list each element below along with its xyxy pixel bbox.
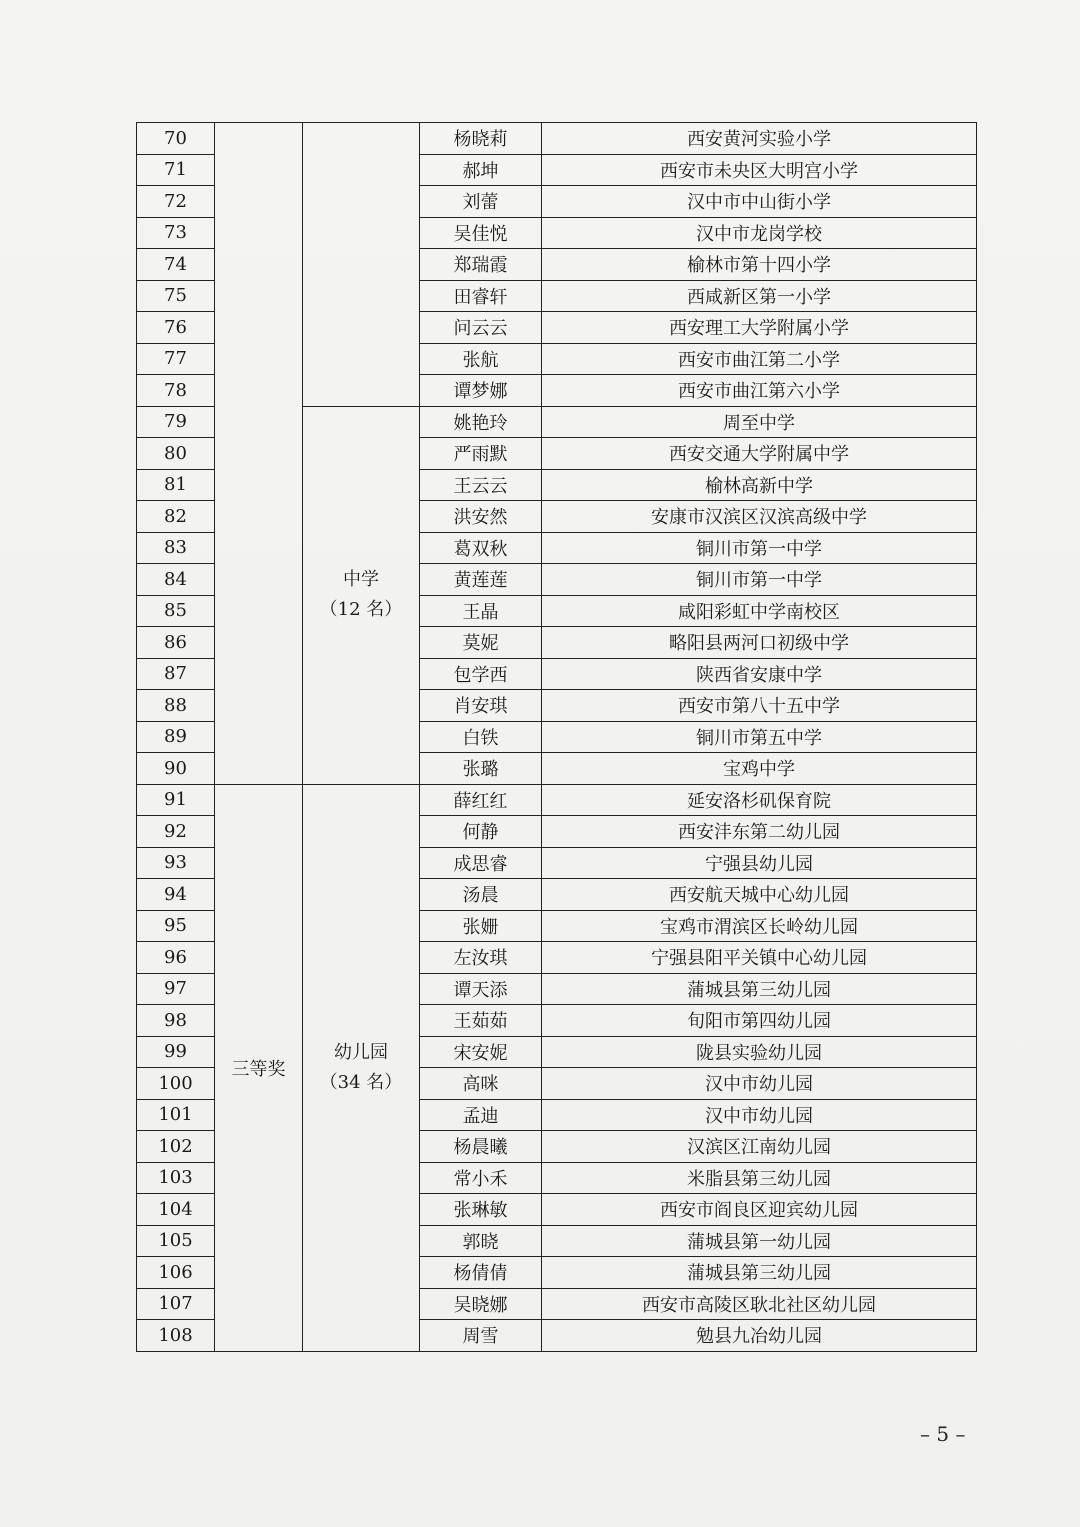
- row-number: 85: [137, 595, 215, 627]
- award-level-cell: 三等奖: [215, 784, 303, 1351]
- school-name: 陕西省安康中学: [542, 658, 977, 690]
- winner-name: 谭梦娜: [420, 375, 542, 407]
- row-number: 72: [137, 186, 215, 218]
- school-name: 旬阳市第四幼儿园: [542, 1005, 977, 1037]
- school-name: 西安市未央区大明宫小学: [542, 154, 977, 186]
- school-name: 西安航天城中心幼儿园: [542, 879, 977, 911]
- row-number: 77: [137, 343, 215, 375]
- page-number: – 5 –: [920, 1422, 966, 1446]
- school-name: 榆林高新中学: [542, 469, 977, 501]
- row-number: 81: [137, 469, 215, 501]
- winner-name: 常小禾: [420, 1162, 542, 1194]
- winner-name: 葛双秋: [420, 532, 542, 564]
- school-name: 安康市汉滨区汉滨高级中学: [542, 501, 977, 533]
- row-number: 82: [137, 501, 215, 533]
- category-cell: [303, 123, 420, 407]
- school-name: 陇县实验幼儿园: [542, 1036, 977, 1068]
- winner-name: 张姗: [420, 910, 542, 942]
- roster-body: [137, 123, 977, 1352]
- row-number: 105: [137, 1225, 215, 1257]
- winner-name: 吴佳悦: [420, 217, 542, 249]
- school-name: 西咸新区第一小学: [542, 280, 977, 312]
- winner-name: 张航: [420, 343, 542, 375]
- school-name: 延安洛杉矶保育院: [542, 784, 977, 816]
- row-number: 87: [137, 658, 215, 690]
- winner-name: 张琳敏: [420, 1194, 542, 1226]
- school-name: 西安市曲江第六小学: [542, 375, 977, 407]
- winner-name: 黄莲莲: [420, 564, 542, 596]
- school-name: 西安理工大学附属小学: [542, 312, 977, 344]
- school-name: 宝鸡中学: [542, 753, 977, 785]
- row-number: 86: [137, 627, 215, 659]
- row-number: 90: [137, 753, 215, 785]
- winner-name: 薛红红: [420, 784, 542, 816]
- winner-name: 宋安妮: [420, 1036, 542, 1068]
- winner-name: 肖安琪: [420, 690, 542, 722]
- school-name: 西安交通大学附属中学: [542, 438, 977, 470]
- school-name: 宝鸡市渭滨区长岭幼儿园: [542, 910, 977, 942]
- row-number: 89: [137, 721, 215, 753]
- row-number: 96: [137, 942, 215, 974]
- school-name: 周至中学: [542, 406, 977, 438]
- school-name: 汉中市幼儿园: [542, 1099, 977, 1131]
- winner-name: 何静: [420, 816, 542, 848]
- winner-name: 王云云: [420, 469, 542, 501]
- winner-name: 吴晓娜: [420, 1288, 542, 1320]
- school-name: 榆林市第十四小学: [542, 249, 977, 281]
- row-number: 108: [137, 1320, 215, 1352]
- row-number: 99: [137, 1036, 215, 1068]
- winner-name: 杨晨曦: [420, 1131, 542, 1163]
- school-name: 西安沣东第二幼儿园: [542, 816, 977, 848]
- winner-name: 田睿轩: [420, 280, 542, 312]
- winner-name: 周雪: [420, 1320, 542, 1352]
- winner-name: 洪安然: [420, 501, 542, 533]
- winner-name: 严雨默: [420, 438, 542, 470]
- winner-name: 包学西: [420, 658, 542, 690]
- category-cell: [303, 406, 420, 784]
- winner-name: 郭晓: [420, 1225, 542, 1257]
- school-name: 汉中市中山街小学: [542, 186, 977, 218]
- table-row: [137, 123, 977, 155]
- row-number: 94: [137, 879, 215, 911]
- row-number: 107: [137, 1288, 215, 1320]
- winner-name: 杨倩倩: [420, 1257, 542, 1289]
- row-number: 98: [137, 1005, 215, 1037]
- row-number: 93: [137, 847, 215, 879]
- school-name: 略阳县两河口初级中学: [542, 627, 977, 659]
- winner-name: 白铁: [420, 721, 542, 753]
- winner-name: 成思睿: [420, 847, 542, 879]
- row-number: 97: [137, 973, 215, 1005]
- school-name: 汉中市龙岗学校: [542, 217, 977, 249]
- school-name: 西安市高陵区耿北社区幼儿园: [542, 1288, 977, 1320]
- award-roster-table: [136, 122, 977, 1352]
- row-number: 91: [137, 784, 215, 816]
- winner-name: 问云云: [420, 312, 542, 344]
- school-name: 西安市曲江第二小学: [542, 343, 977, 375]
- school-name: 米脂县第三幼儿园: [542, 1162, 977, 1194]
- category-count: （12 名）: [319, 599, 403, 620]
- row-number: 83: [137, 532, 215, 564]
- row-number: 84: [137, 564, 215, 596]
- row-number: 74: [137, 249, 215, 281]
- row-number: 75: [137, 280, 215, 312]
- school-name: 西安市阎良区迎宾幼儿园: [542, 1194, 977, 1226]
- award-level-cell: [215, 123, 303, 785]
- school-name: 汉中市幼儿园: [542, 1068, 977, 1100]
- school-name: 宁强县幼儿园: [542, 847, 977, 879]
- row-number: 103: [137, 1162, 215, 1194]
- row-number: 100: [137, 1068, 215, 1100]
- school-name: 咸阳彩虹中学南校区: [542, 595, 977, 627]
- row-number: 101: [137, 1099, 215, 1131]
- winner-name: 汤晨: [420, 879, 542, 911]
- school-name: 铜川市第五中学: [542, 721, 977, 753]
- winner-name: 高咪: [420, 1068, 542, 1100]
- winner-name: 王晶: [420, 595, 542, 627]
- category-title: 中学: [343, 569, 379, 590]
- table-row: [137, 784, 977, 816]
- school-name: 汉滨区江南幼儿园: [542, 1131, 977, 1163]
- winner-name: 张璐: [420, 753, 542, 785]
- winner-name: 郝坤: [420, 154, 542, 186]
- row-number: 106: [137, 1257, 215, 1289]
- winner-name: 孟迪: [420, 1099, 542, 1131]
- row-number: 76: [137, 312, 215, 344]
- row-number: 88: [137, 690, 215, 722]
- winner-name: 左汝琪: [420, 942, 542, 974]
- school-name: 宁强县阳平关镇中心幼儿园: [542, 942, 977, 974]
- winner-name: 谭天添: [420, 973, 542, 1005]
- school-name: 勉县九冶幼儿园: [542, 1320, 977, 1352]
- winner-name: 郑瑞霞: [420, 249, 542, 281]
- school-name: 西安市第八十五中学: [542, 690, 977, 722]
- row-number: 79: [137, 406, 215, 438]
- winner-name: 杨晓莉: [420, 123, 542, 155]
- school-name: 蒲城县第三幼儿园: [542, 1257, 977, 1289]
- school-name: 蒲城县第一幼儿园: [542, 1225, 977, 1257]
- row-number: 102: [137, 1131, 215, 1163]
- row-number: 71: [137, 154, 215, 186]
- winner-name: 莫妮: [420, 627, 542, 659]
- row-number: 80: [137, 438, 215, 470]
- row-number: 78: [137, 375, 215, 407]
- row-number: 95: [137, 910, 215, 942]
- category-title: 幼儿园: [334, 1041, 388, 1063]
- winner-name: 姚艳玲: [420, 406, 542, 438]
- winner-name: 王茹茹: [420, 1005, 542, 1037]
- school-name: 蒲城县第三幼儿园: [542, 973, 977, 1005]
- category-count: （34 名）: [319, 1071, 403, 1093]
- row-number: 70: [137, 123, 215, 155]
- school-name: 铜川市第一中学: [542, 564, 977, 596]
- school-name: 铜川市第一中学: [542, 532, 977, 564]
- school-name: 西安黄河实验小学: [542, 123, 977, 155]
- row-number: 92: [137, 816, 215, 848]
- category-cell: [303, 784, 420, 1351]
- row-number: 73: [137, 217, 215, 249]
- row-number: 104: [137, 1194, 215, 1226]
- winner-name: 刘蕾: [420, 186, 542, 218]
